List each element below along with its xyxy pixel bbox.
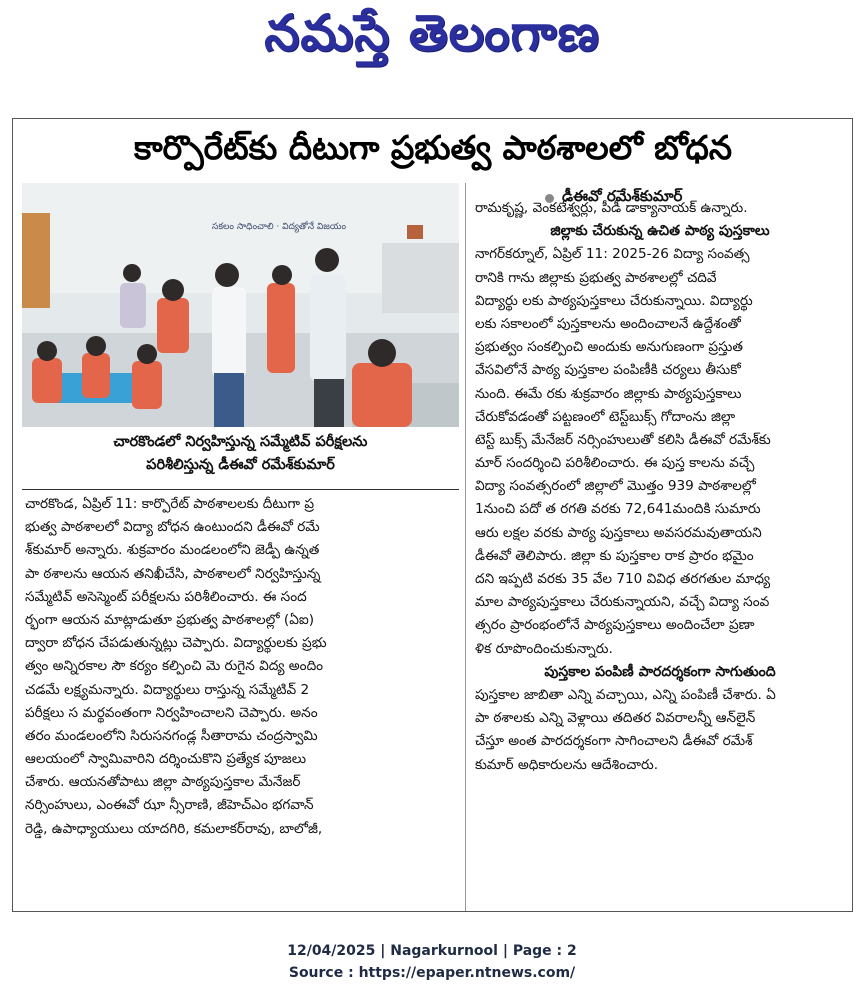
text-line: చడమే లక్ష్యమన్నారు. విద్యార్థులు రాస్తున్న సమ్మేటివ్ 2 (25, 681, 310, 698)
article-photo (22, 183, 459, 427)
text-line: పుస్తకాల జాబితా ఎన్ని వచ్చాయి, ఎన్ని పంపిణీ చేశారు. ఏ (475, 686, 776, 703)
text-line: శ్‌కుమార్ అన్నారు. శుక్రవారం మండలంలోని జెడ్పీ ఉన్నత (25, 542, 320, 559)
text-line: దని ఇప్పటి వరకు 35 వేల 710 వివిధ తరగతుల మాధ్య (475, 571, 771, 587)
text-line: విద్యార్థు లకు పాఠ్యపుస్తకాలు చేరుకున్నాయి. విద్యార్థు (475, 292, 753, 309)
article-headline: కార్పొరేట్‌కు దీటుగా ప్రభుత్వ పాఠశాలలో బోధన (133, 127, 732, 167)
subheading: పుస్తకాల పంపిణీ పారదర్శకంగా సాగుతుంది (544, 663, 776, 680)
source-link[interactable]: https://epaper.ntnews.com/ (358, 965, 576, 981)
text-line: ప్రభుత్వం సంకల్పించి అందుకు అనుగుణంగా ప్రస్తుత (475, 339, 743, 356)
caption-line: చారకొండలో నిర్వహిస్తున్న సమ్మేటివ్ పరీక్షలను (113, 434, 368, 450)
text-line: మాల పాఠ్యపుస్తకాలు చేరుకున్నాయని, వచ్చే విద్యా సంవ (475, 594, 770, 611)
text-line: రానికి గాను జిల్లాకు ప్రభుత్వ పాఠశాలల్లో చదివే (475, 269, 717, 286)
right-article-column (475, 197, 845, 777)
source-label: Source : (288, 965, 359, 981)
text-line: డీఈవో తెలిపారు. జిల్లా కు పుస్తకాల రాక ప్రారం భమైం (475, 547, 754, 564)
text-line: పరీక్షలు స మర్థవంతంగా నిర్వహించాలని చెప్పారు. అనం (25, 704, 318, 721)
text-line: రెడ్డి, ఉపాధ్యాయులు యాదగిరి, కమలాకర్‌రావు, బాలోజీ, (25, 820, 323, 837)
text-line: భుత్వ పాఠశాలలో విద్యా బోధన ఉంటుందని డీఈవో రమే (25, 519, 320, 536)
text-line: రామకృష్ణ, వెంకటేశ్వర్లు, పీడీ డాక్యానాయక్ ఉన్నారు. (475, 200, 748, 216)
caption-line: పరిశీలిస్తున్న డీఈవో రమేశ్‌కుమార్ (146, 457, 335, 473)
masthead-title: నమస్తే తెలంగాణ (264, 3, 600, 62)
page-footer (0, 940, 864, 984)
text-line: ఆరు లక్షల వరకు పాఠ్య పుస్తకాలు అవసరమవుతాయని (475, 524, 762, 541)
text-line: విద్యా సంవత్సరంలో జిల్లాలో మొత్తం 939 పాఠశాలల్లో (475, 478, 756, 495)
text-line: మార్ సందర్శించి పరిశీలించారు. ఈ పుస్త కాలను వచ్చే (475, 455, 755, 472)
text-line: నర్సింహులు, ఎంఈవో ఝా న్సీరాణి, జీహెచ్ఎం భగవాన్ (25, 797, 314, 814)
text-line: పా ఠశాలను ఆయన తనిఖీచేసి, పాఠశాలలో నిర్వహిస్తున్న (25, 565, 321, 582)
text-line: సమ్మేటివ్ అసెస్మెంట్ పరీక్షలను పరిశీలించారు. ఈ సంద (25, 588, 307, 605)
footer-source (0, 962, 864, 984)
text-line: చేశారు. ఆయనతోపాటు జిల్లా పాఠ్యపుస్తకాల మేనేజర్ (25, 774, 301, 791)
column-divider (465, 183, 466, 911)
text-line: లకు సకాలంలో పుస్తకాలను అందించాలనే ఉద్దేశంతో (475, 315, 741, 332)
text-line: ద్వారా బోధన చేపడుతున్నట్లు చెప్పారు. విద్యార్థులకు ప్రభు (25, 635, 327, 652)
text-line: 1నుంచి పదో త రగతి వరకు 72,641మందికి సుమారు (475, 501, 761, 518)
text-line: ర్భంగా ఆయన మాట్లాడుతూ ప్రభుత్వ పాఠశాలల్లో (ఏఐ) (25, 611, 315, 628)
text-line: నాగర్‌కర్నూల్, ఏప్రిల్ 11: 2025-26 విద్యా సంవత్స (475, 246, 750, 263)
byline-text: డీఈవో రమేశ్‌కుమార్ (562, 187, 683, 205)
text-line: నుంది. ఈమే రకు శుక్రవారం జిల్లాకు పాఠ్యపుస్తకాలు (475, 385, 742, 402)
text-line: ళిక రూపొందించుకున్నారు. (475, 640, 613, 657)
text-line: చారకొండ, ఏప్రిల్ 11: కార్పొరేట్ పాఠశాలలకు దీటుగా ప్ర (25, 496, 315, 512)
text-line: పా ఠశాలకు ఎన్ని వెళ్లాయి తదితర వివరాలన్నీ ఆన్‌లైన్ (475, 710, 756, 727)
text-line: వేసవిలోనే పాఠ్య పుస్తకాల పంపిణీకి చర్యలు తీసుకో (475, 362, 741, 379)
footer-date-location: 12/04/2025 | Nagarkurnool | Page : 2 (287, 943, 577, 959)
photo-caption (22, 431, 459, 490)
text-line: చేరుకోవడంతో పట్టణంలో టెస్ట్‌బుక్స్ గోదాంను జిల్లా (475, 408, 736, 425)
photo-board-text: సకలం సాధించాలి · విద్యతోనే విజయం (212, 222, 347, 232)
text-line: త్సరం ప్రారంభంలోనే పాఠ్యపుస్తకాలు అందించేలా ప్రణా (475, 617, 755, 634)
subheading: జిల్లాకు చేరుకున్న ఉచిత పాఠ్య పుస్తకాలు (550, 223, 770, 240)
classroom-photo-illustration (22, 183, 459, 427)
text-line: టెస్ట్ బుక్స్ మేనేజర్ నర్సింహులుతో కలిసి డీఈవో రమేశ్‌కు (475, 431, 771, 448)
text-line: తరం మండలంలోని సిరుసనగండ్ల సీతారామ చంద్రస్వామి (25, 727, 318, 744)
text-line: త్వం అన్నిరకాల సౌ కర్యం కల్పించి మె రుగైన విద్య అందిం (25, 658, 324, 675)
left-article-column (25, 493, 457, 841)
text-line: కుమార్ అధికారులను ఆదేశించారు. (475, 756, 659, 773)
news-clipping (12, 118, 853, 912)
text-line: ఆలయంలో స్వామివారిని దర్శించుకొని ప్రత్యేక పూజలు (25, 751, 307, 768)
masthead-logo (0, 4, 864, 74)
text-line: చేస్తూ అంత పారదర్శకంగా సాగించాలని డీఈవో రమేశ్ (475, 733, 753, 750)
